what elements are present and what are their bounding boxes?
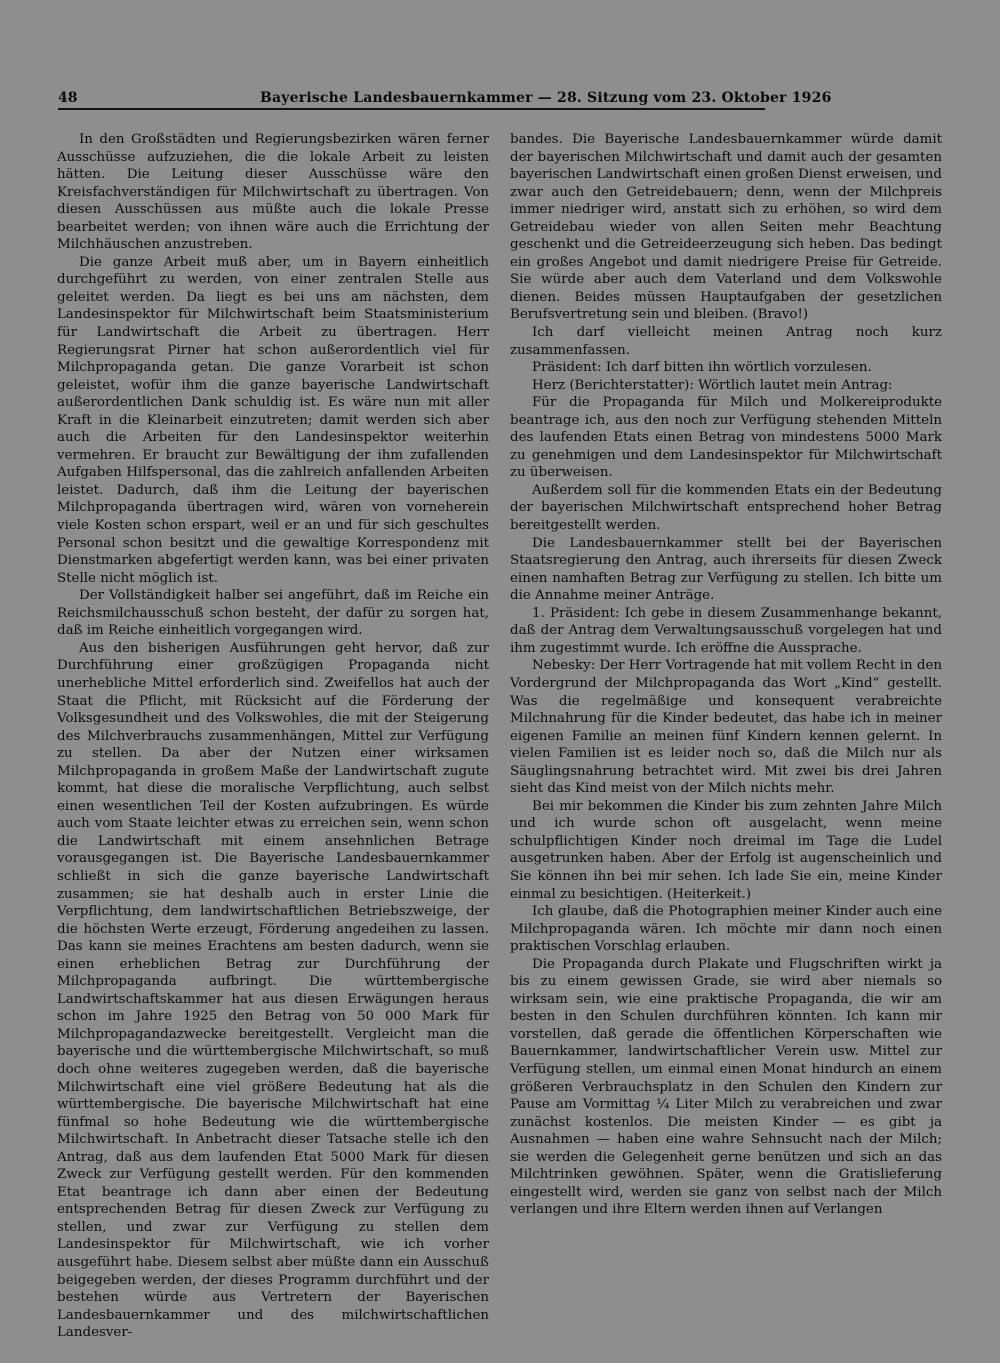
paragraph: Ich darf vielleicht meinen Antrag noch kurz zusammenfassen. <box>510 325 942 358</box>
header-rule <box>58 108 765 110</box>
paragraph: Aus den bisherigen Ausführungen geht hervor, daß zur Durchführung einer großzügigen Propaganda nicht unerhebliche Mittel erforderlich sind. Zweifellos hat auch der Staat die Pflicht, mit Rücksicht auf die Förderung der Volksgesundheit und des Volkswohles, die mit der Steigerung des Milchverbrauchs zusammenhängen, Mittel zur Verfügung zu stellen. Da aber der Nutzen einer wirksamen Milchpropaganda in großem Maße der Landwirtschaft zugute kommt, hat diese die moralische Verpflichtung, auch selbst einen wesentlichen Teil der Kosten aufzubringen. Es würde auch vom Staate leichter etwas zu erreichen sein, wenn schon die Landwirtschaft mit einem ansehnlichen Betrage vorausgegangen ist. Die Bayerische Landesbauernkammer schließt in sich die ganze bayerische Landwirtschaft zusammen; sie hat deshalb auch in erster Linie die Verpflichtung, dem landwirtschaftlichen Betriebszweige, der die höchsten Werte erzeugt, Förderung angedeihen zu lassen. Das kann sie meines Erachtens am besten dadurch, wenn sie einen erheblichen Betrag zur Durchführung der Milchpropaganda aufbringt. Die württembergische Landwirtschaftskammer hat aus diesen Erwägungen heraus schon im Jahre 1925 den Betrag von 50 000 Mark für Milchpropagandazwecke bereitgestellt. Vergleicht man die bayerische und die württembergische Milchwirtschaft, so muß doch ohne weiteres zugegeben werden, daß die bayerische Milchwirtschaft eine viel größere Bedeutung hat als die württembergische. Die bayerische Milchwirtschaft hat eine fünfmal so hohe Bedeutung wie die württembergische Milchwirtschaft. In Anbetracht dieser Tatsache stelle ich den Antrag, daß aus dem laufenden Etat 5000 Mark für diesen Zweck zur Verfügung gestellt werden. Für den kommenden Etat beantrage ich dann aber einen der Bedeutung entsprechenden Betrag für diesen Zweck zur Verfügung zu stellen, und zwar zur Verfügung zu stellen dem Landesinspektor für Milchwirtschaft, wie ich vorher ausgeführt habe. Diesem selbst aber müßte dann ein Ausschuß beigegeben werden, der dieses Programm durchführt und der bestehen würde aus Vertretern der Bayerischen Landesbauernkammer und des milchwirtschaftlichen Landesver- <box>57 640 489 1341</box>
motion-text: Die Landesbauernkammer stellt bei der Bayerischen Staatsregierung den Antrag, auch ihrerseits für diesen Zweck einen namhaften Betrag zur Verfügung zu stellen. Ich bitte um die Annahme meiner Anträge. <box>510 535 942 604</box>
speaker-paragraph: Nebesky: Der Herr Vortragende hat mit vollem Recht in den Vordergrund der Milchpropaganda das Wort „Kind“ gestellt. Was die regelmäßige und konsequent verabreichte Milchnahrung für die Kinder bedeutet, das habe ich in meiner eigenen Familie an meinen fünf Kindern kennen gelernt. In vielen Familien ist es leider noch so, daß die Milch nur als Säuglingsnahrung betrachtet wird. Mit zwei bis drei Jahren sieht das Kind meist von der Milch nichts mehr. <box>510 658 942 797</box>
speaker-paragraph: Herz (Berichterstatter): Wörtlich lautet mein Antrag: <box>532 377 893 393</box>
left-column <box>57 131 489 1342</box>
motion-text: Außerdem soll für die kommenden Etats ein der Bedeutung der bayerischen Milchwirtschaft entsprechend hoher Betrag bereitgestellt werden. <box>510 482 942 534</box>
running-title: Bayerische Landesbauernkammer — 28. Sitzung vom 23. Oktober 1926 <box>260 90 832 106</box>
speaker-paragraph: 1. Präsident: Ich gebe in diesem Zusammenhange bekannt, daß der Antrag dem Verwaltungsausschuß vorgelegen hat und ihm zugestimmt wurde. Ich eröffne die Aussprache. <box>510 605 942 656</box>
page-header <box>58 88 832 110</box>
speaker-paragraph: Präsident: Ich darf bitten ihn wörtlich vorzulesen. <box>532 360 872 376</box>
paragraph: bandes. Die Bayerische Landesbauernkammer würde damit der bayerischen Milchwirtschaft und damit auch der gesamten bayerischen Landwirtschaft einen großen Dienst erweisen, und zwar auch den Getreidebauern; denn, wenn der Milchpreis immer niedriger wird, anstatt sich zu erhöhen, so wird dem Getreidebau wieder von allen Seiten mehr Beachtung geschenkt und die Getreideerzeugung sich heben. Das bedingt ein großes Angebot und damit niedrigere Preise für Getreide. Sie würde aber auch dem Vaterland und dem Volkswohle dienen. Beides müssen Hauptaufgaben der gesetzlichen Berufsvertretung sein und bleiben. (Bravo!) <box>510 132 942 323</box>
paragraph: Bei mir bekommen die Kinder bis zum zehnten Jahre Milch und ich wurde schon oft ausgelacht, wenn meine schulpflichtigen Kinder noch dreimal im Tage die Ludel ausgetrunken haben. Aber der Erfolg ist augenscheinlich und Sie können ihn bei mir sehen. Ich lade Sie ein, meine Kinder einmal zu besichtigen. (Heiterkeit.) <box>510 798 942 902</box>
paragraph: Die ganze Arbeit muß aber, um in Bayern einheitlich durchgeführt zu werden, von einer zentralen Stelle aus geleitet werden. Da liegt es bei uns am nächsten, dem Landesinspektor für Milchwirtschaft beim Staatsministerium für Landwirtschaft die Arbeit zu übertragen. Herr Regierungsrat Pirner hat schon außerordentlich viel für Milchpropaganda getan. Die ganze Vorarbeit ist schon geleistet, wofür ihm die ganze bayerische Landwirtschaft außerordentlichen Dank schuldig ist. Es wäre nun mit aller Kraft in die Kleinarbeit einzutreten; damit werden sich aber auch die Arbeiten für den Landesinspektor weiterhin vermehren. Er braucht zur Bewältigung der ihm zufallenden Aufgaben Hilfspersonal, das die zahlreich anfallenden Arbeiten leistet. Dadurch, daß ihm die Leitung der bayerischen Milchpropaganda übertragen wird, wären von vorneherein viele Kosten schon erspart, weil er an und für sich geschultes Personal schon besitzt und die gewaltige Korrespondenz mit Dienstmarken abgefertigt werden kann, was bei einer privaten Stelle nicht möglich ist. <box>57 254 489 586</box>
page-number: 48 <box>58 90 78 106</box>
paragraph: In den Großstädten und Regierungsbezirken wären ferner Ausschüsse aufzuziehen, die die lokale Arbeit zu leisten hätten. Die Leitung dieser Ausschüsse wäre den Kreisfachverständigen für Milchwirtschaft zu übertragen. Von diesen Ausschüssen aus müßte auch die lokale Presse bearbeitet werden; von ihnen wäre auch die Errichtung der Milchhäuschen anzustreben. <box>57 132 489 253</box>
motion-text: Für die Propaganda für Milch und Molkereiprodukte beantrage ich, aus den noch zur Verfügung stehenden Mitteln des laufenden Etats einen Betrag von mindestens 5000 Mark zu genehmigen und dem Landesinspektor für Milchwirtschaft zu überweisen. <box>510 395 942 481</box>
right-column <box>510 131 942 1219</box>
paragraph: Ich glaube, daß die Photographien meiner Kinder auch eine Milchpropaganda wären. Ich möchte mir dann noch einen praktischen Vorschlag erlauben. <box>510 904 942 955</box>
paragraph: Die Propaganda durch Plakate und Flugschriften wirkt ja bis zu einem gewissen Grade, sie wird aber niemals so wirksam sein, wie eine praktische Propaganda, die wir am besten in den Schulen durchführen könnten. Ich kann mir vorstellen, daß gerade die öffentlichen Körperschaften wie Bauernkammer, landwirtschaftlicher Verein usw. Mittel zur Verfügung stellen, um einmal einen Monat hindurch an einem größeren Verbrauchsplatz in den Schulen den Kindern zur Pause am Vormittag ¼ Liter Milch zu verabreichen und zwar zunächst kostenlos. Die meisten Kinder — es gibt ja Ausnahmen — haben eine wahre Sehnsucht nach der Milch; sie werden die Gelegenheit gerne benützen und sich an das Milchtrinken gewöhnen. Später, wenn die Gratislieferung eingestellt wird, werden sie ganz von selbst nach der Milch verlangen und ihre Eltern werden ihnen auf Verlangen <box>510 956 942 1218</box>
paragraph: Der Vollständigkeit halber sei angeführt, daß im Reiche ein Reichsmilchausschuß schon besteht, der dafür zu sorgen hat, daß im Reiche einheitlich vorgegangen wird. <box>57 588 489 639</box>
